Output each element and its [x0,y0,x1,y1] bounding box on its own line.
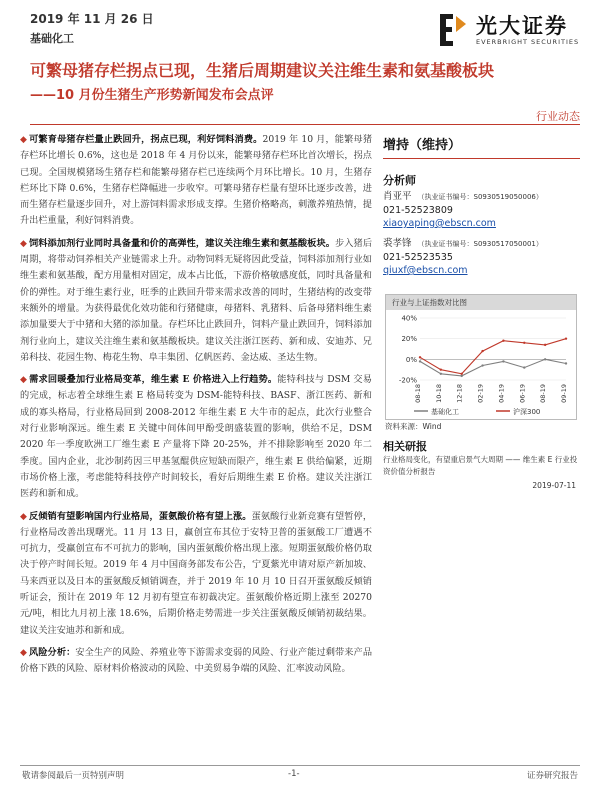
paragraph-text: 蛋氨酸行业新竞赛有望暂停，行业格局改善出现曙光。11 月 13 日，赢创宣布其位于安特卫普的蛋氨酸工厂遭遇不可抗力，受赢创宣布不可抗力的影响，国内蛋氨酸价格出现上涨。短期蛋氨酸价格仍取决于停产时间长短。2019 年 4 月中国商务部发布公告，宁夏紫光申请对原产新加坡、马来西亚以及日本的蛋氨酸反倾销调查，并于 2019 年 10 月 10 日召开蛋氨酸反倾销听证会，预计在 2019 年 12 月初有望宣布初裁决定。蛋氨酸价格近期上涨至 20270 元/吨，相比九月初上涨 18.6%，后期价格走势需进一步关注蛋氨酸反倾销初裁结果。建议关注安迪苏和新和成。 [20,510,373,636]
data-point [565,362,567,364]
analyst-email[interactable]: qiuxf@ebscn.com [383,265,468,276]
data-point [544,358,546,360]
data-point [440,368,442,370]
logo-mark-icon [436,10,470,50]
data-point [440,373,442,375]
paragraph-text: 2019 年 10 月，能繁母猪存栏环比增长 0.6%，这也是 2018 年 4 月份以来，能繁母猪存栏环比首次增长，拐点已现。全国规模猪场生猪存栏和能繁母猪存栏已连续两个月环比增长。10 月，生猪存栏环比下降 0.6%，生猪存栏降幅进一步收窄。可繁母猪存栏量有望环比逐步改善，进而生猪存栏量逐步回升，对上游饲料需求形成支撑。生猪价格略高，刺激养殖热情，提升出栏重量，利好饲料消费。 [20,134,373,227]
main-body [20,132,372,684]
data-point [502,360,504,362]
x-tick-label: 12-18 [455,384,464,403]
paragraph-5 [20,645,372,678]
paragraph-4 [20,509,372,639]
paragraph-lead: 需求回暖叠加行业格局变革，维生素 E 价格进入上行趋势。 [29,374,278,386]
paragraph-2 [20,236,372,366]
page-number: -1- [288,769,300,779]
chart-title: 行业与上证指数对比图 [386,295,576,310]
data-point [419,356,421,358]
related-research-text[interactable]: 行业格局变化，有望重启景气大周期 —— 维生素 E 行业投资价值分析报告 [383,455,578,476]
x-tick-label: 08-18 [414,384,422,403]
analyst-card [383,190,583,230]
company-logo [436,8,586,52]
analyst-name: 肖亚平 [383,191,412,202]
y-tick-label: 40% [401,314,417,323]
bullet-icon: ◆ [20,511,28,522]
analyst-phone: 021-52523809 [383,205,453,216]
report-subtitle: ——10 月份生猪生产形势新闻发布会点评 [30,88,274,103]
bullet-icon: ◆ [20,135,28,145]
paragraph-lead: 反倾销有望影响国内行业格局，蛋氨酸价格有望上涨。 [29,510,252,522]
y-tick-label: -20% [398,376,417,385]
report-date: 2019 年 11 月 26 日 [30,12,154,26]
rating: 增持（维持） [383,138,462,153]
x-tick-label: 06-19 [518,384,527,403]
x-tick-label: 08-19 [539,384,548,403]
paragraph-lead: 饲料添加剂行业同时具备量和价的高弹性，建议关注维生素和氨基酸板块。 [29,237,336,249]
legend-label: 基础化工 [431,408,459,416]
data-point [419,360,421,362]
analyst-license: （执业证书编号：S0930517050001） [417,240,543,248]
analyst-name: 裘孝锋 [383,238,412,249]
chart-plot [386,310,576,419]
sidebar-divider [383,158,580,159]
footer-report-label: 证券研究报告 [526,771,578,781]
sector-label: 基础化工 [30,32,74,45]
report-type: 行业动态 [536,110,580,123]
paragraph-lead: 风险分析： [29,646,76,658]
y-tick-label: 0% [405,355,417,364]
chart-source: 资料来源：Wind [385,422,442,431]
paragraph-text: 安全生产的风险、养殖业等下游需求变弱的风险、行业产能过剩带来产品价格下跌的风险、原材料价格波动的风险、中美贸易争端的风险、汇率波动风险。 [20,646,373,675]
data-point [461,373,463,375]
analyst-license: （执业证书编号：S0930519050006） [417,193,543,201]
paragraph-3 [20,372,372,502]
data-point [481,364,483,366]
bullet-icon: ◆ [20,238,28,249]
legend-label: 沪深300 [513,408,541,416]
data-point [502,340,504,342]
logo-text: 光大证券 [476,13,568,38]
series-line [420,339,566,374]
data-point [565,337,567,339]
paragraph-lead: 可繁育母猪存栏量止跌回升，拐点已现，利好饲料消费。 [29,134,263,145]
x-tick-label: 04-19 [497,384,506,403]
data-point [544,344,546,346]
analyst-heading: 分析师 [383,174,416,187]
footer-disclaimer: 敬请参阅最后一页特别声明 [22,771,125,781]
related-research-heading: 相关研报 [383,440,427,453]
data-point [523,342,525,344]
analyst-card [383,237,583,277]
footer-divider [20,765,580,766]
bullet-icon: ◆ [20,647,28,658]
header-divider [30,124,580,125]
paragraph-text: 能特科技与 DSM 交易的完成，标志着全球维生素 E 格局转变为 DSM-能特科技、BASF、浙江医药、新和成的寡头格局，行业格局回到 2008-2012 年维生素 E 大牛市的起点，此次行业整合对行业影响深远。维生素 E 关键中间体间甲酚受朗盛装置的影响，供给不足，DSM 2020 年一季度欧洲工厂维生素 E 产量将下降 20-25%，并不排除影响至 2020 年二季度。国内企业，北沙制药因三甲基氢醌供应短缺而限产，维生素 E 供给偏紧，近期市场价格上涨，考虑能特科技停产时间较长，看好后期维生素 E 价格。建议关注浙江医药和新和成。 [20,374,372,500]
x-tick-label: 02-19 [476,384,485,403]
data-point [481,350,483,352]
y-tick-label: 20% [401,335,417,344]
logo-subtext: EVERBRIGHT SECURITIES [476,38,580,46]
x-tick-label: 10-18 [434,384,443,403]
analyst-email[interactable]: xiaoyaping@ebscn.com [383,218,496,229]
data-point [523,366,525,368]
report-title: 可繁母猪存栏拐点已现，生猪后周期建议关注维生素和氨基酸板块 [30,61,495,80]
analyst-phone: 021-52523535 [383,252,453,263]
x-tick-label: 09-19 [560,384,568,403]
bullet-icon: ◆ [20,375,28,386]
index-comparison-chart [385,294,577,420]
paragraph-1 [20,132,372,230]
related-research-date: 2019-07-11 [532,481,576,490]
paragraph-text: 步入猪后周期，将带动饲养相关产业链需求上升。动物饲料无疑将因此受益，饲料添加剂行业如维生素和氨基酸，配方用量相对固定，成本占比低，下游价格敏感度低，同时具备量和价的弹性。对于维生素行业，旺季的止跌回升带来需求改善的同时，生猪结构的改变带来额外的增量。为获得最优化效功能和行猪健康，母猪料、乳猪料、后备母猪料维生素添加量要大于中猪和大猪的添加量。存栏环比止跌回升，饲料产量止跌回升，饲料添加剂行业向上，建议关注维生素和氨基酸板块。建议关注浙江医药、新和成、安迪苏、兄弟科技、花园生物、梅花生物、阜丰集团、亿帆医药、金达威、圣达生物。 [20,237,373,363]
data-point [461,375,463,377]
